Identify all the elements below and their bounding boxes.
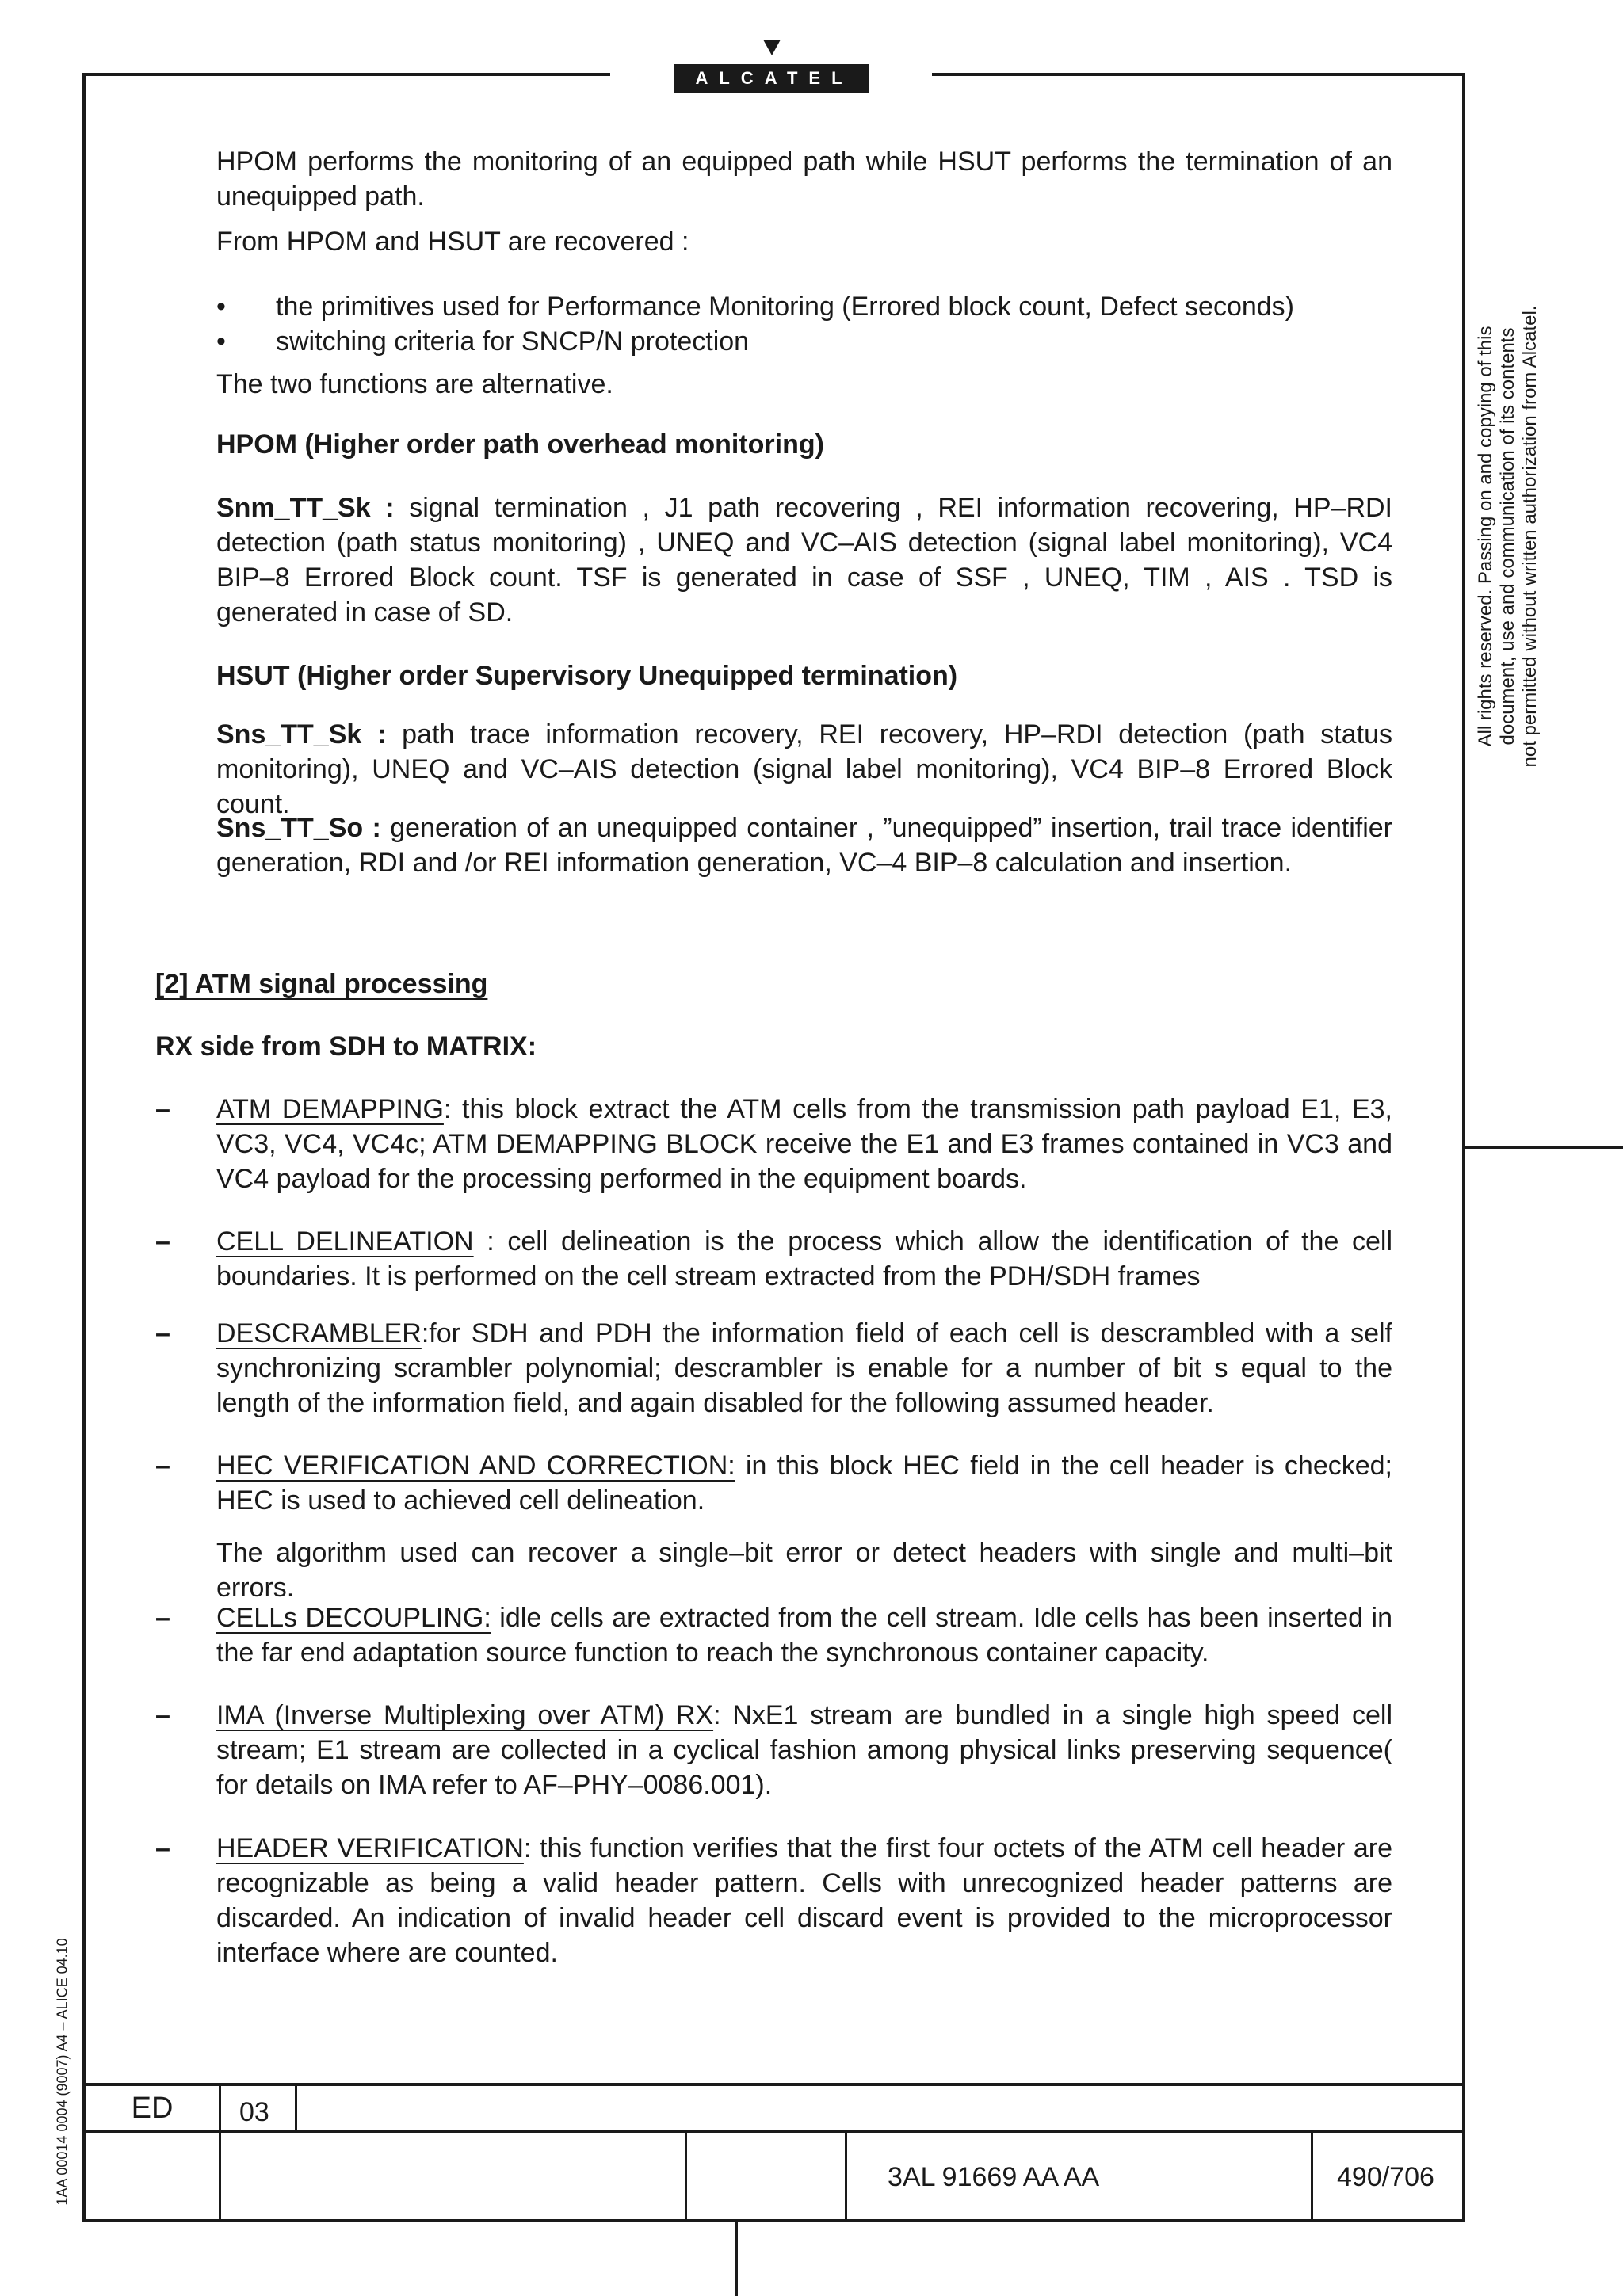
document-reference-text: 1AA 00014 0004 (9007) A4 – ALICE 04.10 xyxy=(54,1938,71,2206)
item-term: ATM DEMAPPING xyxy=(216,1094,444,1124)
rights-line: not permitted without written authorization from Alcatel. xyxy=(1519,305,1541,768)
list-dash: – xyxy=(155,1603,170,1633)
page-number: 490/706 xyxy=(1337,2162,1434,2192)
footer-divider xyxy=(685,2130,687,2222)
footer-divider xyxy=(845,2130,847,2222)
document-reference xyxy=(51,1913,74,2230)
hsut-heading: HSUT (Higher order Supervisory Unequipped termination) xyxy=(216,661,958,691)
list-item xyxy=(216,1092,1392,1196)
list-dash: – xyxy=(155,1833,170,1863)
item-text: : NxE1 stream are bundled in a single high speed cell stream; E1 stream are collected in a cyclical fashion among physical links preserving sequence( for details on IMA refer to AF–PHY–0086.001). xyxy=(216,1700,1392,1800)
rights-notice xyxy=(1472,273,1544,800)
item-term: HEADER VERIFICATION xyxy=(216,1833,524,1863)
footer-middle-line xyxy=(82,2130,1465,2133)
item-text: : this block extract the ATM cells from the transmission path payload E1, E3, VC3, VC4, VC4c; ATM DEMAPPING BLOCK receive the E1 and E3 frames contained in VC3 and VC4 payload for the processing performed in the equipment boards. xyxy=(216,1094,1392,1194)
atm-section-title: [2] ATM signal processing xyxy=(155,969,488,999)
list-item xyxy=(216,1224,1392,1294)
list-dash: – xyxy=(155,1318,170,1348)
hsut-so-text: generation of an unequipped container , ”unequipped” insertion, trail trace identifier generation, RDI and /or REI information generation, VC–4 BIP–8 calculation and insertion. xyxy=(216,813,1392,878)
list-dash: – xyxy=(155,1226,170,1257)
footer-top-line xyxy=(82,2083,1465,2086)
atm-section-title-wrap xyxy=(155,967,1392,1001)
list-item xyxy=(216,1316,1392,1421)
hsut-so-term: Sns_TT_So : xyxy=(216,813,381,843)
bullet-item: switching criteria for SNCP/N protection xyxy=(276,326,750,357)
list-item xyxy=(216,1698,1392,1802)
item-term: CELLs DECOUPLING: xyxy=(216,1603,491,1633)
frame-top-left-line xyxy=(82,73,610,76)
hsut-sk-description xyxy=(216,717,1392,822)
hsut-so-description xyxy=(216,810,1392,880)
item-text: :for SDH and PDH the information field of each cell is descrambled with a self synchronizing scrambler polynomial; descrambler is enable for a number of bit s equal to the length of the information field, and again disabled for the following assumed header. xyxy=(216,1318,1392,1418)
frame-left-line xyxy=(82,73,86,2222)
item-text: in this block HEC field in the cell header is checked; HEC is used to achieved cell delineation. xyxy=(216,1451,1393,1516)
rights-notice-text xyxy=(1475,273,1541,800)
list-item xyxy=(216,1448,1392,1518)
list-dash: – xyxy=(155,1700,170,1730)
intro-recovered-line: From HPOM and HSUT are recovered : xyxy=(216,227,689,257)
logo-triangle-icon xyxy=(763,40,781,55)
bullet-item: the primitives used for Performance Monitoring (Errored block count, Defect seconds) xyxy=(276,292,1294,322)
list-dash: – xyxy=(155,1451,170,1481)
doc-number: 3AL 91669 AA AA xyxy=(888,2162,1100,2192)
item-term: CELL DELINEATION xyxy=(216,1226,474,1257)
footer-divider xyxy=(1311,2130,1313,2222)
bullet-icon: • xyxy=(216,292,226,322)
item-text: idle cells are extracted from the cell stream. Idle cells has been inserted in the far end adaptation source function to reach the synchronous container capacity. xyxy=(216,1603,1392,1668)
hpom-term: Snm_TT_Sk : xyxy=(216,493,395,523)
hpom-description xyxy=(216,490,1392,630)
hpom-heading: HPOM (Higher order path overhead monitoring) xyxy=(216,429,824,460)
rights-line: All rights reserved. Passing on and copying of this xyxy=(1475,326,1496,747)
list-dash: – xyxy=(155,1094,170,1124)
item-term: HEC VERIFICATION AND CORRECTION: xyxy=(216,1451,735,1481)
ed-value: 03 xyxy=(239,2097,269,2127)
item-term: IMA (Inverse Multiplexing over ATM) RX xyxy=(216,1700,714,1730)
alternative-note: The two functions are alternative. xyxy=(216,369,613,399)
frame-bottom-tail xyxy=(735,2222,738,2296)
frame-top-right-line xyxy=(932,73,1465,76)
list-item xyxy=(216,1831,1392,1970)
item-text: : cell delineation is the process which allow the identification of the cell boundaries. It is performed on the cell stream extracted from the PDH/SDH frames xyxy=(216,1226,1393,1291)
rights-line: document, use and communication of its contents xyxy=(1497,327,1518,746)
bullet-icon: • xyxy=(216,326,226,357)
frame-bottom-line xyxy=(82,2219,1465,2222)
hpom-text: signal termination , J1 path recovering , REI information recovering, HP–RDI detection (path status monitoring) , UNEQ and VC–AIS detection (signal label monitoring), VC4 BIP–8 Errored Block count. TSF is generated in case of SSF , UNEQ, TIM , AIS . TSD is generated in case of SD. xyxy=(216,493,1393,627)
footer-divider xyxy=(295,2083,297,2132)
footer-divider xyxy=(219,2083,221,2222)
item-term: DESCRAMBLER xyxy=(216,1318,422,1348)
intro-paragraph: HPOM performs the monitoring of an equipped path while HSUT performs the termination of an unequipped path. xyxy=(216,147,1392,212)
list-item xyxy=(216,1600,1392,1670)
item-text: : this function verifies that the first four octets of the ATM cell header are recognizable as being a valid header pattern. Cells with unrecognized header patterns are discarded. An indication of invalid header cell discard event is provided to the microprocessor interface where are counted. xyxy=(216,1833,1393,1968)
list-item-continuation: The algorithm used can recover a single–bit error or detect headers with single and multi–bit errors. xyxy=(216,1538,1392,1603)
atm-rx-subheading: RX side from SDH to MATRIX: xyxy=(155,1032,537,1062)
ed-label: ED xyxy=(131,2092,174,2125)
frame-side-tick xyxy=(1465,1146,1623,1149)
hsut-sk-text: path trace information recovery, REI recovery, HP–RDI detection (path status monitoring), UNEQ and VC–AIS detection (signal label monitoring), VC4 BIP–8 Errored Block count. xyxy=(216,719,1392,819)
alcatel-logo: ALCATEL xyxy=(674,64,869,93)
hsut-sk-term: Sns_TT_Sk : xyxy=(216,719,387,749)
